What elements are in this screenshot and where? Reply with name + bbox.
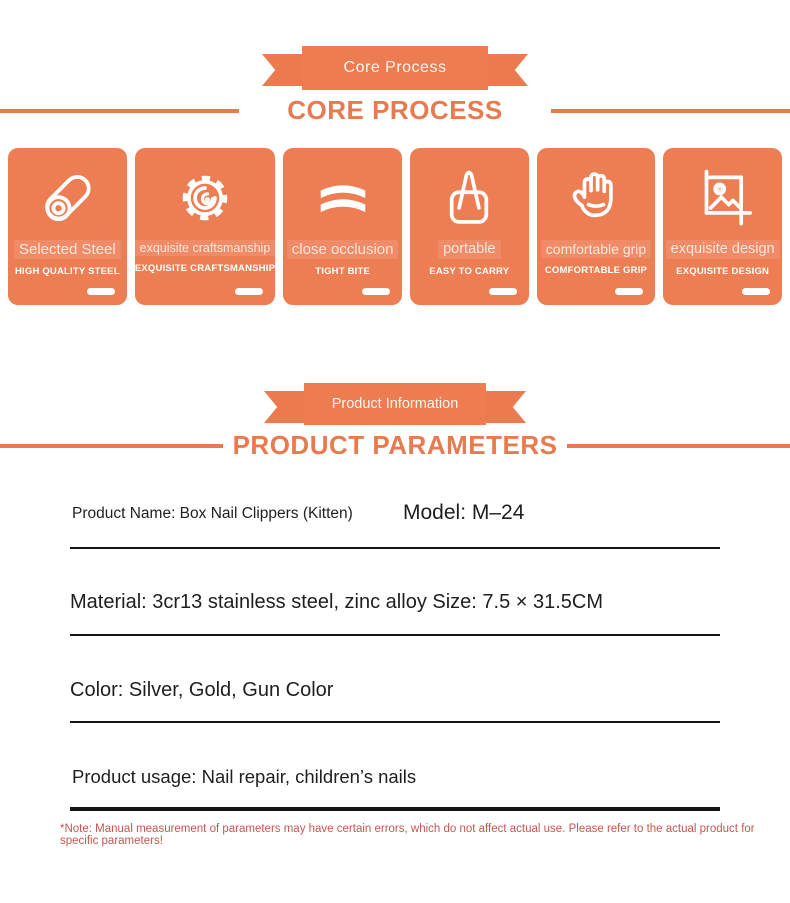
param-row-color: Color: Silver, Gold, Gun Color xyxy=(70,679,334,701)
heading-text: PRODUCT PARAMETERS xyxy=(232,430,558,460)
image-crop-icon xyxy=(690,156,756,240)
card-label: portable xyxy=(438,240,500,259)
heading-text: CORE PROCESS xyxy=(287,95,503,125)
ribbon-left-wing xyxy=(262,54,306,86)
param-row-name-model xyxy=(70,501,720,525)
table-rule xyxy=(70,634,720,636)
heading-left-rule xyxy=(0,109,239,113)
card-portable xyxy=(410,148,529,305)
disclaimer-note: *Note: Manual measurement of parameters may have certain errors, which do not affect actual use. Please refer to the actual product for specific parameters! xyxy=(60,823,755,847)
card-comfortable-grip xyxy=(537,148,656,305)
heading-right-rule xyxy=(551,109,790,113)
card-dash xyxy=(87,288,115,295)
card-exquisite-design xyxy=(663,148,782,305)
parameters-table xyxy=(60,501,755,847)
core-process-ribbon xyxy=(302,46,488,90)
card-exquisite-craftsmanship xyxy=(135,148,276,305)
card-dash xyxy=(615,288,643,295)
feature-cards-row xyxy=(0,148,790,305)
card-label: exquisite design xyxy=(666,240,780,259)
table-rule xyxy=(70,721,720,723)
product-information-ribbon xyxy=(304,383,486,425)
card-label: close occlusion xyxy=(287,240,399,259)
card-label: exquisite craftsmanship xyxy=(135,240,276,256)
model-value: Model: M–24 xyxy=(403,501,525,524)
ribbon-right-wing xyxy=(482,391,526,423)
card-sublabel: EXQUISITE CRAFTSMANSHIP xyxy=(134,263,276,275)
ribbon-label: Core Process xyxy=(302,46,488,90)
card-sublabel: EXQUISITE DESIGN xyxy=(676,265,770,277)
table-rule-thick xyxy=(70,807,720,811)
heading-right-rule xyxy=(567,444,790,448)
card-label: Selected Steel xyxy=(14,240,121,259)
card-sublabel: COMFORTABLE GRIP xyxy=(544,265,648,277)
param-row-material-size: Material: 3cr13 stainless steel, zinc alloy Size: 7.5 × 31.5CM xyxy=(70,591,604,613)
card-dash xyxy=(742,288,770,295)
card-sublabel: HIGH QUALITY STEEL xyxy=(14,266,120,278)
product-name-value: Product Name: Box Nail Clippers (Kitten) xyxy=(72,505,353,522)
product-parameters-heading xyxy=(0,430,790,461)
heading-left-rule xyxy=(0,444,223,448)
core-process-heading xyxy=(0,95,790,126)
card-dash xyxy=(235,288,263,295)
ribbon-right-wing xyxy=(484,54,528,86)
card-label: comfortable grip xyxy=(541,240,651,258)
param-row-usage: Product usage: Nail repair, children’s nails xyxy=(72,766,417,787)
occlusion-icon xyxy=(310,156,376,240)
card-dash xyxy=(362,288,390,295)
card-sublabel: EASY TO CARRY xyxy=(429,265,510,277)
steel-roll-icon xyxy=(33,156,101,240)
table-rule xyxy=(70,547,720,549)
card-close-occlusion xyxy=(283,148,402,305)
hand-icon xyxy=(563,156,629,240)
card-selected-steel xyxy=(8,148,127,305)
tote-bag-icon xyxy=(436,156,502,240)
card-dash xyxy=(489,288,517,295)
card-sublabel: TIGHT BITE xyxy=(315,266,371,278)
ribbon-label: Product Information xyxy=(304,383,486,425)
ribbon-left-wing xyxy=(264,391,308,423)
gear-icon xyxy=(172,156,238,240)
